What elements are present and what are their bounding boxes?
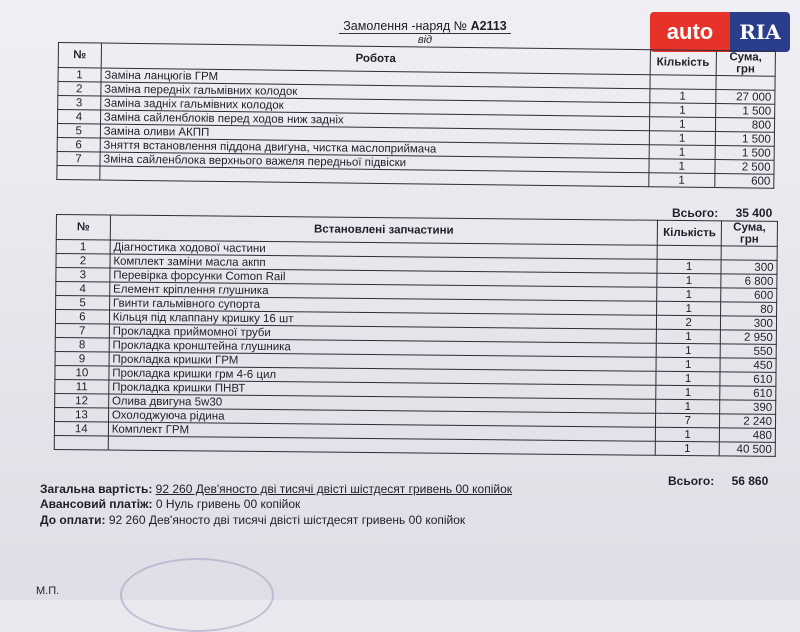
works-cell-n: 3 (58, 96, 101, 111)
works-cell-qty: 1 (649, 145, 715, 160)
parts-cell-qty: 1 (656, 357, 720, 372)
parts-cell-qty: 1 (657, 301, 721, 316)
footer-advance (40, 497, 300, 511)
works-cell-n (57, 165, 100, 180)
parts-cell-n: 4 (56, 282, 110, 297)
parts-cell-sum: 550 (720, 344, 776, 359)
works-total-label: Всього: (672, 206, 719, 220)
parts-cell-n: 5 (56, 296, 110, 311)
parts-cell-sum: 300 (721, 316, 777, 331)
logo-auto-text: auto (650, 12, 730, 52)
works-cell-sum: 27 000 (715, 90, 775, 105)
parts-cell-qty: 2 (657, 315, 721, 330)
works-cell-name: Заміна сайленблоків перед ходов ниж задніх (100, 110, 649, 131)
parts-cell-name: Прокладка приймомної труби (109, 324, 656, 343)
works-header-num: № (58, 43, 101, 69)
works-total-value: 35 400 (735, 206, 773, 220)
parts-cell-qty: 1 (656, 427, 720, 442)
parts-header-qty: Кількість (657, 220, 721, 246)
parts-cell-name: Кільця під клаппану кришку 16 шт (109, 310, 656, 329)
works-cell-name: Заміна задніх гальмівних колодок (100, 96, 649, 117)
parts-cell-name: Гвинти гальмівного супорта (109, 296, 656, 315)
stamp-place-label: М.П. (36, 585, 60, 597)
works-cell-sum (716, 76, 776, 91)
parts-cell-n: 1 (56, 240, 110, 255)
parts-cell-qty: 1 (657, 273, 721, 288)
parts-cell-qty: 1 (655, 441, 719, 456)
works-cell-sum: 600 (714, 174, 774, 189)
parts-cell-name: Елемент кріплення глушника (110, 282, 657, 301)
works-cell-qty: 1 (649, 131, 715, 146)
parts-header-num: № (56, 215, 110, 241)
parts-cell-n: 11 (55, 379, 109, 394)
parts-cell-sum: 390 (720, 400, 776, 415)
works-header-name: Робота (101, 43, 650, 75)
works-header-qty: Кількість (650, 50, 716, 76)
logo-ria-text: RIA (730, 12, 790, 52)
parts-cell-name: Прокладка кришки ГРМ (109, 352, 656, 371)
works-table (56, 42, 776, 189)
parts-cell-name: Олива двигуна 5w30 (108, 394, 655, 413)
parts-table (54, 214, 778, 457)
page-title (330, 20, 520, 34)
parts-cell-n: 6 (55, 310, 109, 325)
stamp-seal (120, 558, 274, 632)
parts-cell-sum: 480 (719, 428, 775, 443)
total-cost-label: Загальна вартість: (40, 482, 153, 496)
works-cell-name: Заміна ланцюгів ГРМ (101, 68, 650, 89)
works-cell-name: Заміна оливи АКПП (100, 124, 649, 145)
parts-total-label: Всього: (668, 474, 715, 488)
autoria-logo (650, 12, 790, 52)
parts-cell-qty: 1 (656, 371, 720, 386)
works-cell-n: 7 (57, 151, 100, 166)
parts-cell-sum: 300 (721, 260, 777, 275)
works-cell-sum: 1 500 (715, 146, 775, 161)
parts-cell-name: Прокладка кришки грм 4-6 цил (109, 366, 656, 385)
total-cost-value: 92 260 Дев'яносто дві тисячі двісті шістдесят гривень 00 копійок (155, 482, 513, 496)
parts-cell-n: 13 (55, 407, 109, 422)
parts-cell-name: Перевірка форсунки Comon Rail (110, 268, 657, 287)
works-cell-qty: 1 (650, 89, 716, 104)
works-cell-name: Заміна передніх гальмівних колодок (101, 82, 650, 103)
parts-cell-n: 14 (54, 421, 108, 436)
footer-total-cost (40, 482, 512, 496)
parts-cell-n: 7 (55, 323, 109, 338)
parts-cell-qty: 1 (656, 399, 720, 414)
parts-cell-name: Прокладка кронштейна глушника (109, 338, 656, 357)
to-pay-value: 92 260 Дев'яносто дві тисячі двісті шістдесят гривень 00 копійок (108, 513, 466, 527)
parts-cell-name: Комплект ГРМ (108, 422, 655, 441)
parts-cell-sum: 80 (721, 302, 777, 317)
works-cell-n: 6 (57, 137, 100, 152)
parts-cell-sum: 610 (720, 386, 776, 401)
parts-cell-n: 8 (55, 337, 109, 352)
parts-cell-sum: 600 (721, 288, 777, 303)
parts-cell-name: Охолоджуюча рідина (108, 408, 655, 427)
works-cell-qty: 1 (650, 103, 716, 118)
parts-cell-sum: 6 800 (721, 274, 777, 289)
parts-cell-sum: 450 (720, 358, 776, 373)
parts-cell-n (54, 435, 108, 450)
parts-cell-qty: 1 (657, 259, 721, 274)
parts-cell-qty (657, 245, 721, 260)
works-cell-n: 2 (58, 82, 101, 97)
works-cell-qty: 1 (649, 173, 715, 188)
parts-cell-qty: 1 (656, 329, 720, 344)
works-cell-n: 4 (58, 110, 101, 125)
works-cell-sum: 2 500 (715, 160, 775, 175)
parts-total-value: 56 860 (731, 474, 769, 488)
works-cell-qty: 1 (649, 159, 715, 174)
parts-cell-n: 12 (55, 393, 109, 408)
works-header-sum: Сума, грн (716, 51, 776, 77)
works-cell-sum: 800 (715, 118, 775, 133)
parts-cell-sum: 2 950 (720, 330, 776, 345)
parts-header-name: Встановлені запчастини (110, 215, 658, 245)
parts-cell-sum (721, 246, 777, 261)
parts-total (668, 474, 768, 488)
parts-cell-name: Прокладка кришки ПНВТ (109, 380, 656, 399)
parts-cell-sum: 2 240 (720, 414, 776, 429)
works-cell-sum: 1 500 (715, 132, 775, 147)
order-number: A2113 (470, 19, 507, 33)
footer-to-pay (40, 513, 465, 527)
parts-cell-sum: 610 (720, 372, 776, 387)
parts-cell-n: 10 (55, 365, 109, 380)
parts-cell-qty: 1 (656, 343, 720, 358)
parts-cell-qty: 1 (656, 385, 720, 400)
works-cell-sum: 1 500 (715, 104, 775, 119)
works-cell-n: 5 (57, 124, 100, 139)
parts-cell-sum: 40 500 (719, 442, 775, 457)
to-pay-label: До оплати: (40, 513, 106, 527)
parts-cell-qty: 1 (657, 287, 721, 302)
works-cell-n: 1 (58, 68, 101, 83)
works-total (672, 206, 772, 220)
parts-cell-n: 2 (56, 254, 110, 269)
parts-cell-name: Комплект заміни масла акпп (110, 254, 657, 273)
works-cell-name: Зняття встановлення піддона двигуна, чистка маслоприймача (100, 138, 649, 159)
parts-cell-n: 9 (55, 351, 109, 366)
page-subtitle: від (417, 34, 433, 46)
works-cell-name: Зміна сайленблока верхнього важеля передньої підвіски (100, 152, 649, 173)
advance-value: 0 Нуль гривень 00 копійок (155, 497, 301, 511)
works-cell-qty: 1 (649, 117, 715, 132)
advance-label: Авансовий платіж: (40, 497, 153, 511)
parts-header-sum: Сума, грн (721, 221, 777, 247)
works-cell-qty (650, 75, 716, 90)
parts-cell-n: 3 (56, 268, 110, 283)
title-prefix: Замолення -наряд № (343, 19, 471, 33)
parts-cell-qty: 7 (656, 413, 720, 428)
parts-cell-name: Діагностика ходової частини (110, 240, 657, 259)
